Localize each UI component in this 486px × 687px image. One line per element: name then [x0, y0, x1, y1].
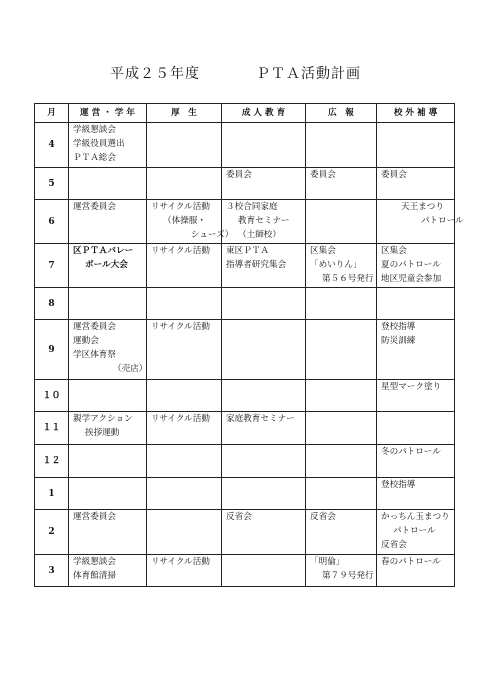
unei-cell [69, 478, 147, 510]
kousei-cell [147, 123, 222, 168]
cell-line: 親学アクション [73, 414, 133, 424]
month-cell: 5 [35, 168, 69, 200]
cell-line: 登校指導 [381, 322, 416, 332]
header-kousei: 厚 生 [147, 104, 222, 123]
cell-line: 第７９号発行 [322, 571, 374, 581]
cell-line: 区集会 [381, 246, 407, 256]
unei-cell [69, 445, 147, 478]
header-kouhou: 広 報 [306, 104, 377, 123]
cell-line: パトロール [421, 216, 464, 226]
kouhou-cell [306, 412, 377, 445]
cell-line: 冬のパトロール [381, 447, 441, 457]
cell-line: 春のパトロール [381, 557, 441, 567]
seijin-cell [222, 168, 306, 200]
header-row [35, 104, 455, 123]
cell-line: 教育セミナー [238, 216, 290, 226]
cell-line: （売店） [113, 364, 148, 374]
cell-line: 運営委員会 [73, 512, 116, 522]
unei-cell [69, 412, 147, 445]
activity-plan-table [34, 103, 464, 587]
cell-line: 挨拶運動 [85, 428, 120, 438]
kouhou-cell [306, 168, 377, 200]
cell-line: 学級役員選出 [73, 139, 125, 149]
header-month: 月 [35, 104, 69, 123]
kougai-cell [377, 478, 455, 510]
cell-line: 指導者研究集会 [226, 260, 287, 270]
kousei-cell [147, 168, 222, 200]
table-row [35, 412, 455, 445]
cell-line: 学区体育祭 [73, 350, 116, 360]
title-year: 平成２５年度 [110, 66, 200, 82]
kougai-cell [377, 320, 455, 380]
seijin-cell [222, 320, 306, 380]
kousei-cell [147, 510, 222, 555]
table-row [35, 510, 455, 555]
cell-line: 家庭教育セミナー [226, 414, 295, 424]
kouhou-cell [306, 320, 377, 380]
kousei-cell [147, 380, 222, 412]
kouhou-cell [306, 510, 377, 555]
month-cell: 6 [35, 200, 69, 244]
cell-line: 運営委員会 [73, 322, 116, 332]
cell-line: リサイクル活動 [151, 246, 210, 256]
kousei-cell [147, 445, 222, 478]
table-row [35, 380, 455, 412]
seijin-cell [222, 123, 306, 168]
cell-line: 委員会 [310, 170, 336, 180]
cell-line: 区ＰＴＡバレー [73, 246, 134, 256]
cell-line: ＰＴＡ総会 [73, 153, 116, 163]
unei-cell [69, 123, 147, 168]
cell-line: 運動会 [73, 336, 99, 346]
kougai-cell [377, 555, 455, 587]
kouhou-cell [306, 445, 377, 478]
month-cell: 2 [35, 510, 69, 555]
seijin-cell [222, 380, 306, 412]
table-row [35, 445, 455, 478]
kougai-cell [377, 168, 455, 200]
cell-line: ボール大会 [85, 260, 128, 270]
table-row [35, 320, 455, 380]
header-unei: 運 営 ・ 学 年 [69, 104, 147, 123]
title-name: ＰＴＡ活動計画 [256, 66, 361, 82]
month-cell: １２ [35, 445, 69, 478]
cell-line: かっちん玉まつり [381, 512, 450, 522]
cell-line: 夏のパトロール [381, 260, 441, 270]
cell-line: 「明倫」 [310, 557, 345, 567]
cell-line: 防災訓練 [381, 336, 416, 346]
month-cell: 3 [35, 555, 69, 587]
table-row [35, 244, 455, 288]
header-seijin: 成 人 教 育 [222, 104, 306, 123]
cell-line: 登校指導 [381, 480, 416, 490]
cell-line: リサイクル活動 [151, 414, 210, 424]
table-row [35, 168, 455, 200]
cell-line: 委員会 [381, 170, 407, 180]
seijin-cell [222, 412, 306, 445]
kouhou-cell [306, 288, 377, 320]
unei-cell [69, 320, 147, 380]
seijin-cell [222, 510, 306, 555]
table-row [35, 478, 455, 510]
seijin-cell [222, 288, 306, 320]
kousei-cell [147, 478, 222, 510]
unei-cell [69, 510, 147, 555]
month-cell: 7 [35, 244, 69, 288]
month-cell: 4 [35, 123, 69, 168]
table-row [35, 555, 455, 587]
unei-cell [69, 200, 147, 244]
month-cell: １１ [35, 412, 69, 445]
cell-line: ３校合同家庭 [226, 202, 278, 212]
table-row [35, 288, 455, 320]
kougai-cell [377, 412, 455, 445]
cell-line: リサイクル活動 [151, 557, 210, 567]
kougai-cell [377, 288, 455, 320]
seijin-cell [222, 200, 306, 244]
kougai-cell [377, 200, 464, 244]
kougai-cell [377, 244, 455, 288]
table-row [35, 123, 455, 168]
cell-line: （土師校） [238, 230, 281, 240]
cell-line: 体育館清掃 [73, 571, 116, 581]
cell-line: 第５６号発行 [322, 274, 374, 284]
seijin-cell [222, 445, 306, 478]
cell-line: リサイクル活動 [151, 322, 210, 332]
cell-line: 学級懇談会 [73, 125, 116, 135]
cell-line: 地区児童会参加 [381, 274, 442, 284]
cell-line: 星型マーク塗り [381, 382, 442, 392]
cell-line: 反省会 [310, 512, 336, 522]
cell-line: 学級懇談会 [73, 557, 116, 567]
page-title [0, 63, 486, 85]
unei-cell [69, 168, 147, 200]
month-cell: 1 [35, 478, 69, 510]
unei-cell [69, 288, 147, 320]
cell-line: 「めいりん」 [310, 260, 362, 270]
seijin-cell [222, 478, 306, 510]
kousei-cell [147, 244, 222, 288]
month-cell: 9 [35, 320, 69, 380]
cell-line: パトロール [393, 526, 436, 536]
table-row [35, 200, 455, 244]
kouhou-cell [306, 244, 377, 288]
cell-line: 委員会 [226, 170, 252, 180]
cell-line: 反省会 [381, 540, 407, 550]
unei-cell [69, 244, 147, 288]
kousei-cell [147, 412, 222, 445]
cell-line: リサイクル活動 [151, 202, 210, 212]
kouhou-cell [306, 478, 377, 510]
cell-line: （体操服・ [163, 216, 206, 226]
kouhou-cell [306, 380, 377, 412]
cell-line: 運営委員会 [73, 202, 116, 212]
kougai-cell [377, 445, 455, 478]
cell-line: 反省会 [226, 512, 252, 522]
kougai-cell [377, 123, 455, 168]
kougai-cell [377, 510, 455, 555]
unei-cell [69, 380, 147, 412]
header-kougai: 校 外 補 導 [377, 104, 455, 123]
kouhou-cell [306, 555, 377, 587]
unei-cell [69, 555, 147, 587]
seijin-cell [222, 244, 306, 288]
kousei-cell [147, 555, 222, 587]
month-cell: 8 [35, 288, 69, 320]
cell-line: 天王まつり [401, 202, 444, 212]
cell-line: 区集会 [310, 246, 336, 256]
kousei-cell [147, 288, 222, 320]
kousei-cell [147, 200, 234, 244]
kouhou-cell [306, 200, 377, 244]
kousei-cell [147, 320, 222, 380]
kougai-cell [377, 380, 455, 412]
cell-line: シューズ） [191, 230, 234, 240]
seijin-cell [222, 555, 306, 587]
cell-line: 東区ＰＴＡ [226, 246, 269, 256]
kouhou-cell [306, 123, 377, 168]
month-cell: １０ [35, 380, 69, 412]
